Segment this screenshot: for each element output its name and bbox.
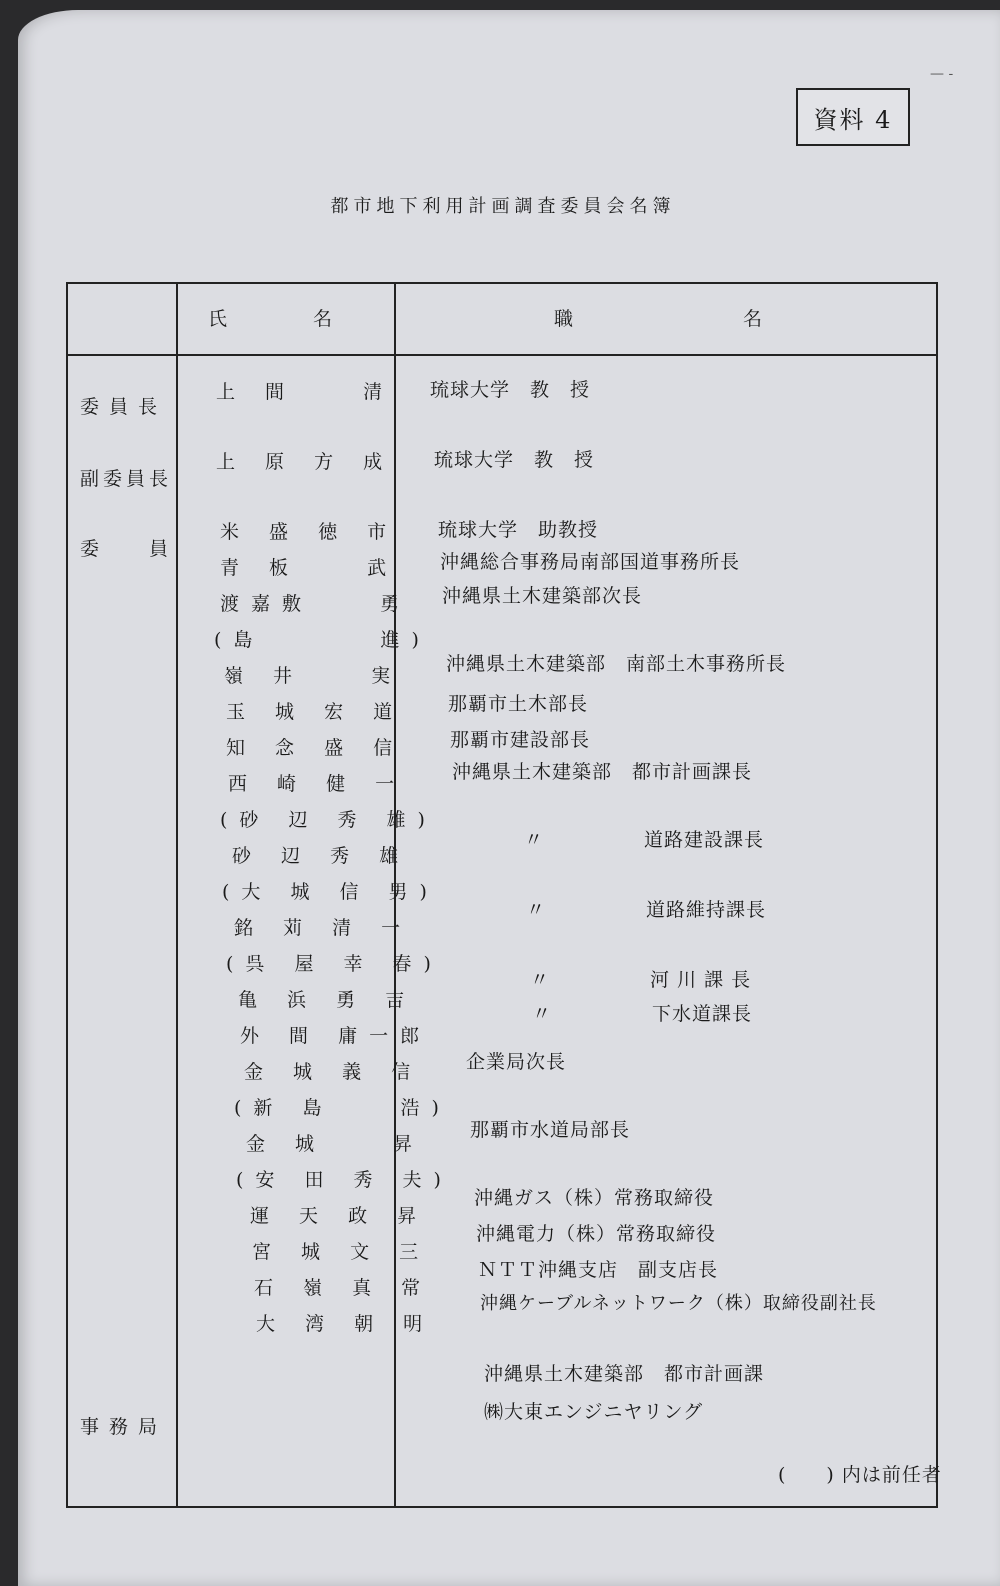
member-name: 西 崎 健 一	[228, 773, 407, 795]
member-name: 玉 城 宏 道	[226, 701, 405, 723]
role-vice-chair: 副委員長	[80, 468, 173, 490]
member-name: 上 原 方 成	[216, 451, 395, 473]
member-position: 琉球大学 教 授	[434, 449, 595, 471]
member-name: 青 板 武	[220, 557, 399, 579]
member-name: 嶺 井 実	[224, 665, 403, 687]
member-position: 沖縄総合事務局南部国道事務所長	[440, 551, 741, 573]
member-name: 金 城 義 信	[244, 1061, 423, 1083]
member-position: 沖縄ガス（株）常務取締役	[474, 1187, 715, 1209]
member-position: 沖縄県土木建築部 南部土木事務所長	[446, 653, 787, 675]
member-position: 琉球大学 助教授	[438, 519, 599, 541]
member-name: 上 間 清	[216, 381, 395, 403]
member-name: 砂 辺 秀 雄	[232, 845, 411, 867]
member-name: 宮 城 文 三	[252, 1241, 431, 1263]
member-name: (大 城 信 男)	[222, 881, 439, 903]
role-chair: 委員長	[80, 396, 168, 418]
member-position: 〃 下水道課長	[532, 1003, 753, 1025]
member-name: 大 湾 朝 明	[256, 1313, 435, 1335]
member-position: 沖縄県土木建築部次長	[442, 585, 643, 607]
member-name: 米 盛 徳 市	[220, 521, 399, 543]
reference-label-box: 資料 4	[796, 88, 910, 146]
document-page	[18, 10, 1000, 1586]
member-name: 渡嘉敷 勇	[220, 593, 412, 615]
member-position: 那覇市水道局部長	[470, 1119, 631, 1141]
role-secretariat: 事務局	[80, 1416, 168, 1438]
member-name: 銘 苅 清 一	[234, 917, 413, 939]
secretariat-position: ㈱大東エンジニヤリング	[484, 1401, 704, 1423]
member-name: (砂 辺 秀 雄)	[220, 809, 437, 831]
member-name: 亀 浜 勇 吉	[238, 989, 417, 1011]
member-name: 外 間 庸一郎	[240, 1025, 432, 1047]
member-position: 〃 道路建設課長	[524, 829, 765, 851]
member-position: 〃 道路維持課長	[526, 899, 767, 921]
member-name: (島 進)	[214, 629, 431, 651]
table-header-divider	[68, 354, 936, 356]
member-position: 琉球大学 教 授	[430, 379, 591, 401]
member-name: 石 嶺 真 常	[254, 1277, 433, 1299]
member-name: (安 田 秀 夫)	[236, 1169, 453, 1191]
member-position: 那覇市建設部長	[450, 729, 591, 751]
role-members: 委 員	[80, 538, 173, 560]
member-position: 企業局次長	[466, 1051, 567, 1073]
member-name: 金 城 昇	[246, 1133, 425, 1155]
member-position: 沖縄県土木建築部 都市計画課長	[452, 761, 753, 783]
member-position: 沖縄電力（株）常務取締役	[476, 1223, 717, 1245]
header-name: 氏 名	[208, 308, 335, 330]
footnote-predecessor: ( ) 内は前任者	[778, 1464, 942, 1486]
member-name: (新 島 浩)	[234, 1097, 451, 1119]
member-position: 〃 河 川 課 長	[530, 969, 752, 991]
member-name: 運 天 政 昇	[250, 1205, 429, 1227]
member-position: 沖縄ケーブルネットワーク（株）取締役副社長	[480, 1293, 877, 1314]
member-position: ＮＴＴ沖縄支店 副支店長	[478, 1259, 719, 1281]
member-name: 知 念 盛 信	[226, 737, 405, 759]
page-edge-mark: — -	[930, 66, 954, 82]
committee-roster-table	[66, 282, 938, 1508]
secretariat-position: 沖縄県土木建築部 都市計画課	[484, 1363, 765, 1385]
member-position: 那覇市土木部長	[448, 693, 589, 715]
document-title: 都市地下利用計画調査委員会名簿	[330, 196, 676, 217]
header-position: 職 名	[554, 308, 765, 330]
member-name: (呉 屋 幸 春)	[226, 953, 443, 975]
